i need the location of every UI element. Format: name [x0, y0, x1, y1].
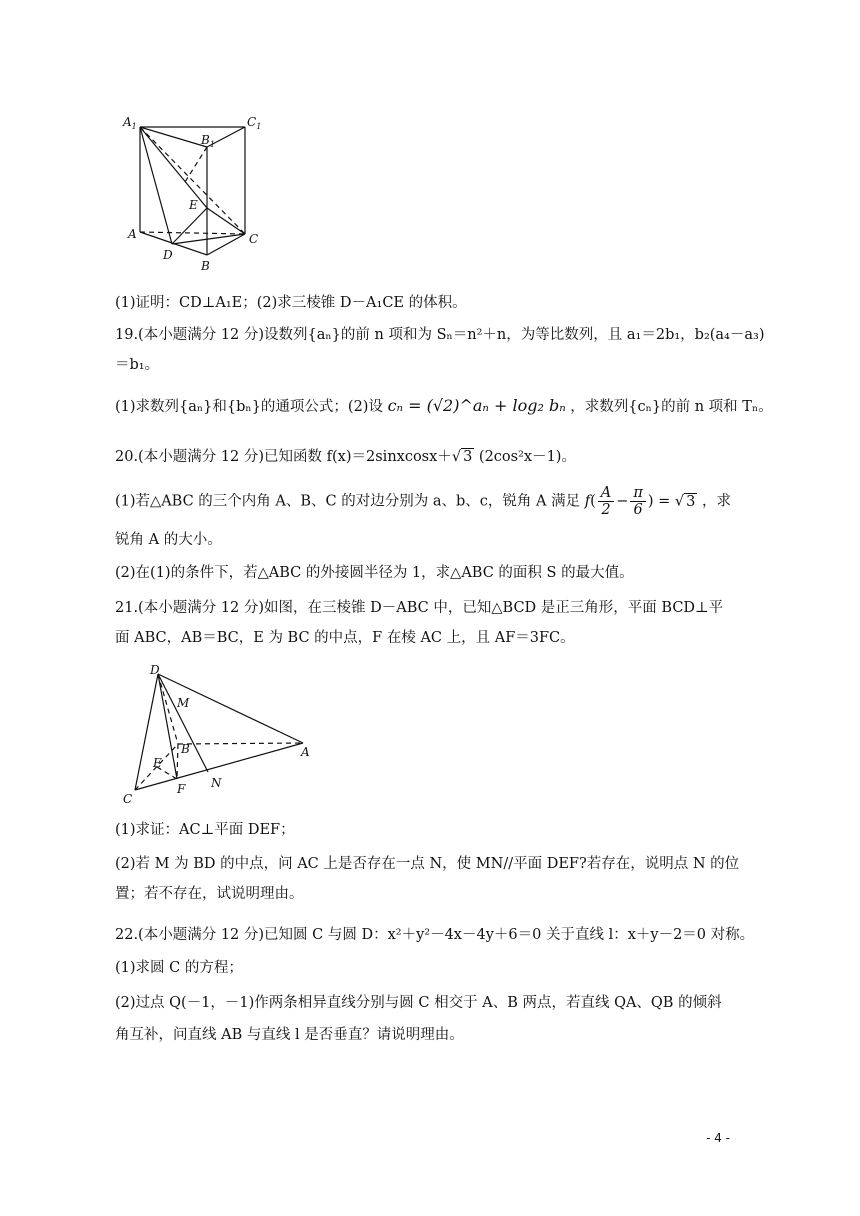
q20-line1-text-a: 20.(本小题满分 12 分)已知函数 f(x)＝2sinxcosx＋ [115, 449, 452, 465]
q19-sub1-text-a: (1)求数列{aₙ}和{bₙ}的通项公式；(2)设 [115, 399, 383, 415]
q21-sub2-line2: 置；若不存在，试说明理由。 [115, 886, 304, 902]
q20-sub1-cont: 锐角 A 的大小。 [115, 532, 222, 548]
tetrahedron-figure [115, 660, 315, 810]
q19-sub1 [115, 396, 773, 417]
label-E: E [153, 756, 162, 770]
label-F: F [177, 782, 186, 796]
q18-subquestions: (1)证明：CD⊥A₁E；(2)求三棱锥 D－A₁CE 的体积。 [115, 295, 467, 311]
q20-sub2: (2)在(1)的条件下，若△ABC 的外接圆半径为 1，求△ABC 的面积 S 的最大值。 [115, 565, 634, 581]
label-B: B [181, 742, 190, 756]
q20-sub1: (1)若△ABC 的三个内角 A、B、C 的对边分别为 a、b、c，锐角 A 满足 f( $\frac{A}{2}$ − $\frac{\pi}{6}$ ) = √ 3 ，求 [115, 485, 732, 518]
label-M: M [177, 696, 190, 710]
label-E: E [189, 198, 198, 212]
label-N: N [211, 776, 222, 790]
label-A: A [301, 745, 310, 759]
label-A: A [128, 227, 137, 241]
page-number: - 4 - [706, 1131, 730, 1145]
q20-sub1-text-a: (1)若△ABC 的三个内角 A、B、C 的对边分别为 a、b、c，锐角 A 满足 [115, 493, 581, 510]
sqrt3-symbol: √ 3 [451, 449, 473, 465]
q21-line1: 21.(本小题满分 12 分)如图，在三棱锥 D－ABC 中，已知△BCD 是正三角形，平面 BCD⊥平 [115, 600, 724, 616]
label-A1: $A_1$ [123, 115, 137, 131]
f-function-symbol: f [584, 493, 591, 510]
q19-formula-cn: cₙ = (√2)^aₙ + log₂ bₙ [387, 396, 566, 415]
label-D: D [163, 248, 173, 262]
q22-sub2-line1: (2)过点 Q(－1，－1)作两条相异直线分别与圆 C 相交于 A、B 两点，若直线 QA、QB 的倾斜 [115, 995, 722, 1011]
label-D: D [150, 663, 160, 677]
label-C1: $C_1$ [247, 115, 262, 131]
q19-line2: ＝b₁。 [115, 357, 160, 373]
q22-sub1: (1)求圆 C 的方程； [115, 960, 243, 976]
q21-line2: 面 ABC，AB＝BC，E 为 BC 的中点，F 在棱 AC 上，且 AF＝3FC。 [115, 630, 575, 646]
q22-line1: 22.(本小题满分 12 分)已知圆 C 与圆 D：x²＋y²－4x－4y＋6＝0 关于直线 l：x＋y－2＝0 对称。 [115, 927, 755, 943]
label-C: C [123, 792, 133, 806]
fraction-A-over-2: $\frac{A}{2}$ [598, 485, 614, 518]
q21-sub1: (1)求证：AC⊥平面 DEF； [115, 822, 295, 838]
q19-sub1-text-b: ，求数列{cₙ}的前 n 项和 Tₙ。 [570, 399, 773, 415]
q20-sub1-text-b: ，求 [702, 493, 732, 510]
label-B: B [201, 259, 210, 273]
q21-sub2-line1: (2)若 M 为 BD 的中点，问 AC 上是否存在一点 N，使 MN//平面 DEF?若存在，说明点 N 的位 [115, 856, 740, 872]
label-C: C [249, 232, 259, 246]
q20-line1-text-b: (2cos²x－1)。 [478, 449, 576, 465]
q19-line1: 19.(本小题满分 12 分)设数列{aₙ}的前 n 项和为 Sₙ＝n²＋n，为等比数列，且 a₁＝2b₁，b₂(a₄－a₃) [115, 327, 765, 343]
q22-sub2-line2: 角互补，问直线 AB 与直线 l 是否垂直？请说明理由。 [115, 1027, 464, 1043]
prism-figure [115, 112, 275, 277]
label-B1: $B_1$ [201, 133, 215, 149]
q20-line1 [115, 447, 576, 467]
fraction-pi-over-6: $\frac{\pi}{6}$ [630, 485, 646, 518]
